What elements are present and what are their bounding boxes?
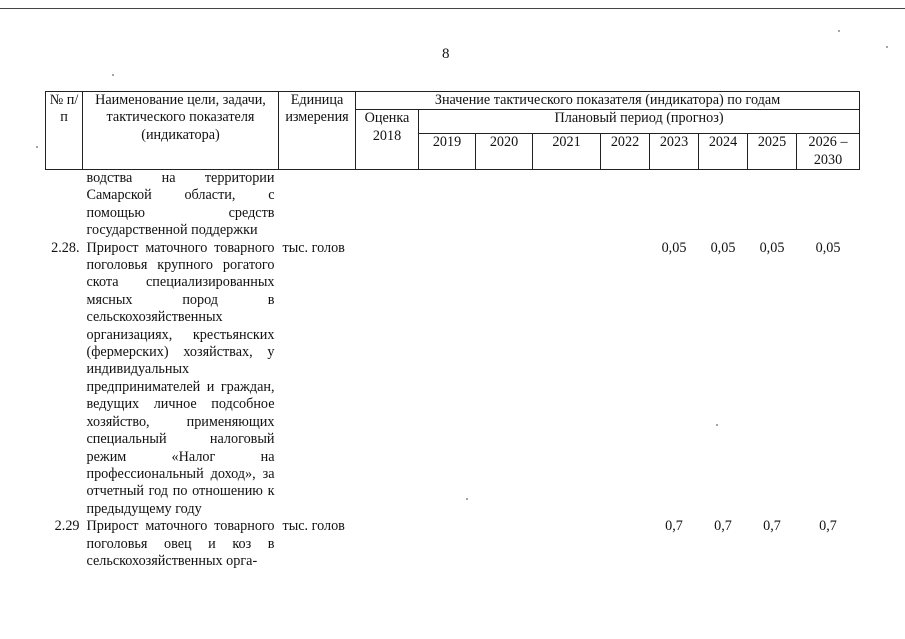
scan-speck [838,30,840,32]
scan-speck [112,74,114,76]
row-num [46,170,83,240]
row-unit: тыс. голов [282,518,345,535]
header-value-group: Значение тактического показателя (индикатора) по годам [356,92,860,110]
header-year: 2019 [419,134,476,170]
row-value [601,240,650,519]
row-value: 0,7 [665,518,683,535]
row-value [533,170,601,240]
row-value [533,240,601,519]
row-value: 0,7 [763,518,781,535]
row-value: 0,7 [819,518,837,535]
row-value [419,170,476,240]
row-value [419,518,476,570]
row-estimate [356,240,419,519]
table-row [46,170,860,240]
page-number: 8 [442,46,450,62]
header-estimate: Оценка 2018 [356,110,419,170]
row-value [748,170,797,240]
table-row [46,240,860,519]
header-year: 2022 [601,134,650,170]
header-year: 2025 [748,134,797,170]
scan-speck [716,424,718,426]
row-name: Прирост маточного товарного поголовья крупного рогатого скота специализированных мясных пород в сельскохозяйственных организациях, крестьянских (фермерских) хозяйствах, у индивидуальных предпринимателей и граждан, ведущих личное подсобное хозяйство, применяющих специальный налоговый режим «Налог на профессиональный доход», за отчетный год по отношению к предыдущему году [86,239,275,517]
row-value [797,170,860,240]
row-value: 0,05 [815,239,841,256]
row-value [601,518,650,570]
row-estimate [356,518,419,570]
row-value [699,170,748,240]
row-value: 0,05 [710,239,736,256]
scan-speck [36,146,38,148]
row-value: 0,05 [661,239,687,256]
indicator-table [45,91,860,570]
header-name: Наименование цели, задачи, тактического показателя (индикатора) [83,92,279,170]
row-estimate [356,170,419,240]
header-planned-period: Плановый период (прогноз) [419,110,860,134]
header-num: № п/п [46,92,83,170]
row-value [650,170,699,240]
row-value [476,518,533,570]
row-unit: тыс. голов [282,239,345,256]
header-year: 2024 [699,134,748,170]
row-value [476,240,533,519]
row-value [601,170,650,240]
header-year: 2026 – 2030 [797,134,860,170]
page-top-rule [0,8,905,9]
header-year: 2020 [476,134,533,170]
header-unit: Единица измерения [279,92,356,170]
row-value [419,240,476,519]
header-year: 2023 [650,134,699,170]
row-value [476,170,533,240]
row-value: 0,7 [714,518,732,535]
scan-speck [886,46,888,48]
header-year: 2021 [533,134,601,170]
row-value: 0,05 [759,239,785,256]
row-name: Прирост маточного товарного поголовья овец и коз в сельскохозяйственных орга- [86,518,275,569]
row-name: водства на территории Самарской области, с помощью средств государственной поддержки [86,170,275,239]
table-row [46,518,860,570]
row-value [533,518,601,570]
scan-speck [466,498,468,500]
row-num: 2.29 [54,518,80,535]
row-unit [279,170,356,240]
row-num: 2.28. [51,239,80,256]
